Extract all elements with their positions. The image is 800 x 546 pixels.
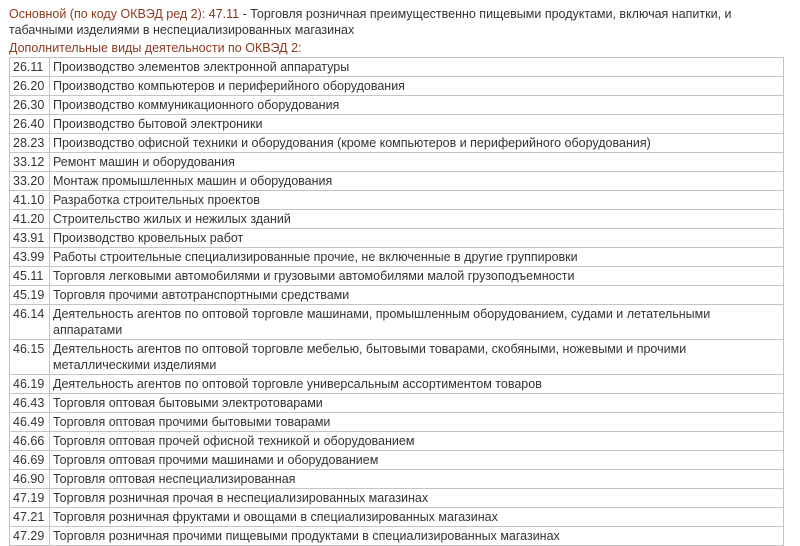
activity-name: Торговля розничная фруктами и овощами в специализированных магазинах <box>50 508 784 527</box>
activity-code: 41.10 <box>10 191 50 210</box>
table-row <box>10 58 784 77</box>
activity-name: Разработка строительных проектов <box>50 191 784 210</box>
activity-code: 46.69 <box>10 451 50 470</box>
activity-name: Производство коммуникационного оборудования <box>50 96 784 115</box>
activity-code: 46.19 <box>10 375 50 394</box>
activity-code: 26.11 <box>10 58 50 77</box>
activity-name: Строительство жилых и нежилых зданий <box>50 210 784 229</box>
activity-name: Торговля прочими автотранспортными средствами <box>50 286 784 305</box>
main-activity <box>9 6 784 38</box>
table-row <box>10 340 784 375</box>
activity-code: 45.11 <box>10 267 50 286</box>
table-row <box>10 248 784 267</box>
activity-code: 47.29 <box>10 527 50 546</box>
table-row <box>10 229 784 248</box>
activity-code: 45.19 <box>10 286 50 305</box>
table-row <box>10 115 784 134</box>
activity-name: Деятельность агентов по оптовой торговле мебелью, бытовыми товарами, скобяными, ножевыми и прочими металлическими изделиями <box>50 340 784 375</box>
table-row <box>10 153 784 172</box>
activity-name: Торговля оптовая прочими машинами и оборудованием <box>50 451 784 470</box>
activity-code: 26.40 <box>10 115 50 134</box>
activity-code: 46.90 <box>10 470 50 489</box>
table-row <box>10 134 784 153</box>
activity-name: Деятельность агентов по оптовой торговле универсальным ассортиментом товаров <box>50 375 784 394</box>
main-activity-code: 47.11 <box>208 7 240 21</box>
activity-name: Торговля оптовая бытовыми электротоварами <box>50 394 784 413</box>
table-row <box>10 489 784 508</box>
table-row <box>10 451 784 470</box>
activity-name: Торговля оптовая неспециализированная <box>50 470 784 489</box>
activity-name: Торговля розничная прочими пищевыми продуктами в специализированных магазинах <box>50 527 784 546</box>
activity-code: 26.20 <box>10 77 50 96</box>
activity-name: Производство компьютеров и периферийного оборудования <box>50 77 784 96</box>
activity-code: 28.23 <box>10 134 50 153</box>
table-row <box>10 210 784 229</box>
activity-name: Производство офисной техники и оборудования (кроме компьютеров и периферийного оборудования) <box>50 134 784 153</box>
table-row <box>10 413 784 432</box>
table-row <box>10 305 784 340</box>
table-row <box>10 508 784 527</box>
activity-code: 41.20 <box>10 210 50 229</box>
activity-name: Торговля оптовая прочими бытовыми товарами <box>50 413 784 432</box>
table-row <box>10 527 784 546</box>
activity-code: 46.15 <box>10 340 50 375</box>
table-row <box>10 394 784 413</box>
table-row <box>10 267 784 286</box>
table-row <box>10 470 784 489</box>
activity-code: 43.91 <box>10 229 50 248</box>
activity-name: Производство элементов электронной аппаратуры <box>50 58 784 77</box>
activities-table-body <box>10 58 784 546</box>
activity-name: Работы строительные специализированные прочие, не включенные в другие группировки <box>50 248 784 267</box>
main-activity-label: Основной (по коду ОКВЭД ред 2): <box>9 7 206 21</box>
table-row <box>10 432 784 451</box>
activity-code: 46.66 <box>10 432 50 451</box>
activity-name: Ремонт машин и оборудования <box>50 153 784 172</box>
table-row <box>10 77 784 96</box>
table-row <box>10 375 784 394</box>
activities-table <box>9 57 784 546</box>
activity-name: Производство кровельных работ <box>50 229 784 248</box>
activity-code: 46.49 <box>10 413 50 432</box>
table-row <box>10 286 784 305</box>
activity-code: 47.19 <box>10 489 50 508</box>
activity-name: Торговля розничная прочая в неспециализированных магазинах <box>50 489 784 508</box>
table-row <box>10 172 784 191</box>
activity-code: 46.14 <box>10 305 50 340</box>
activity-code: 33.12 <box>10 153 50 172</box>
activity-code: 47.21 <box>10 508 50 527</box>
additional-activities-title: Дополнительные виды деятельности по ОКВЭД 2: <box>9 41 302 55</box>
activity-code: 33.20 <box>10 172 50 191</box>
activity-name: Деятельность агентов по оптовой торговле машинами, промышленным оборудованием, судами и летательными аппаратами <box>50 305 784 340</box>
activity-name: Торговля легковыми автомобилями и грузовыми автомобилями малой грузоподъемности <box>50 267 784 286</box>
activity-name: Монтаж промышленных машин и оборудования <box>50 172 784 191</box>
activity-code: 46.43 <box>10 394 50 413</box>
activity-code: 43.99 <box>10 248 50 267</box>
main-activity-text: - Торговля розничная преимущественно пищевыми продуктами, включая напитки, и табачными изделиями в неспециализированных магазинах <box>9 7 732 37</box>
activity-name: Торговля оптовая прочей офисной техникой и оборудованием <box>50 432 784 451</box>
activity-name: Производство бытовой электроники <box>50 115 784 134</box>
table-row <box>10 191 784 210</box>
activity-code: 26.30 <box>10 96 50 115</box>
table-row <box>10 96 784 115</box>
